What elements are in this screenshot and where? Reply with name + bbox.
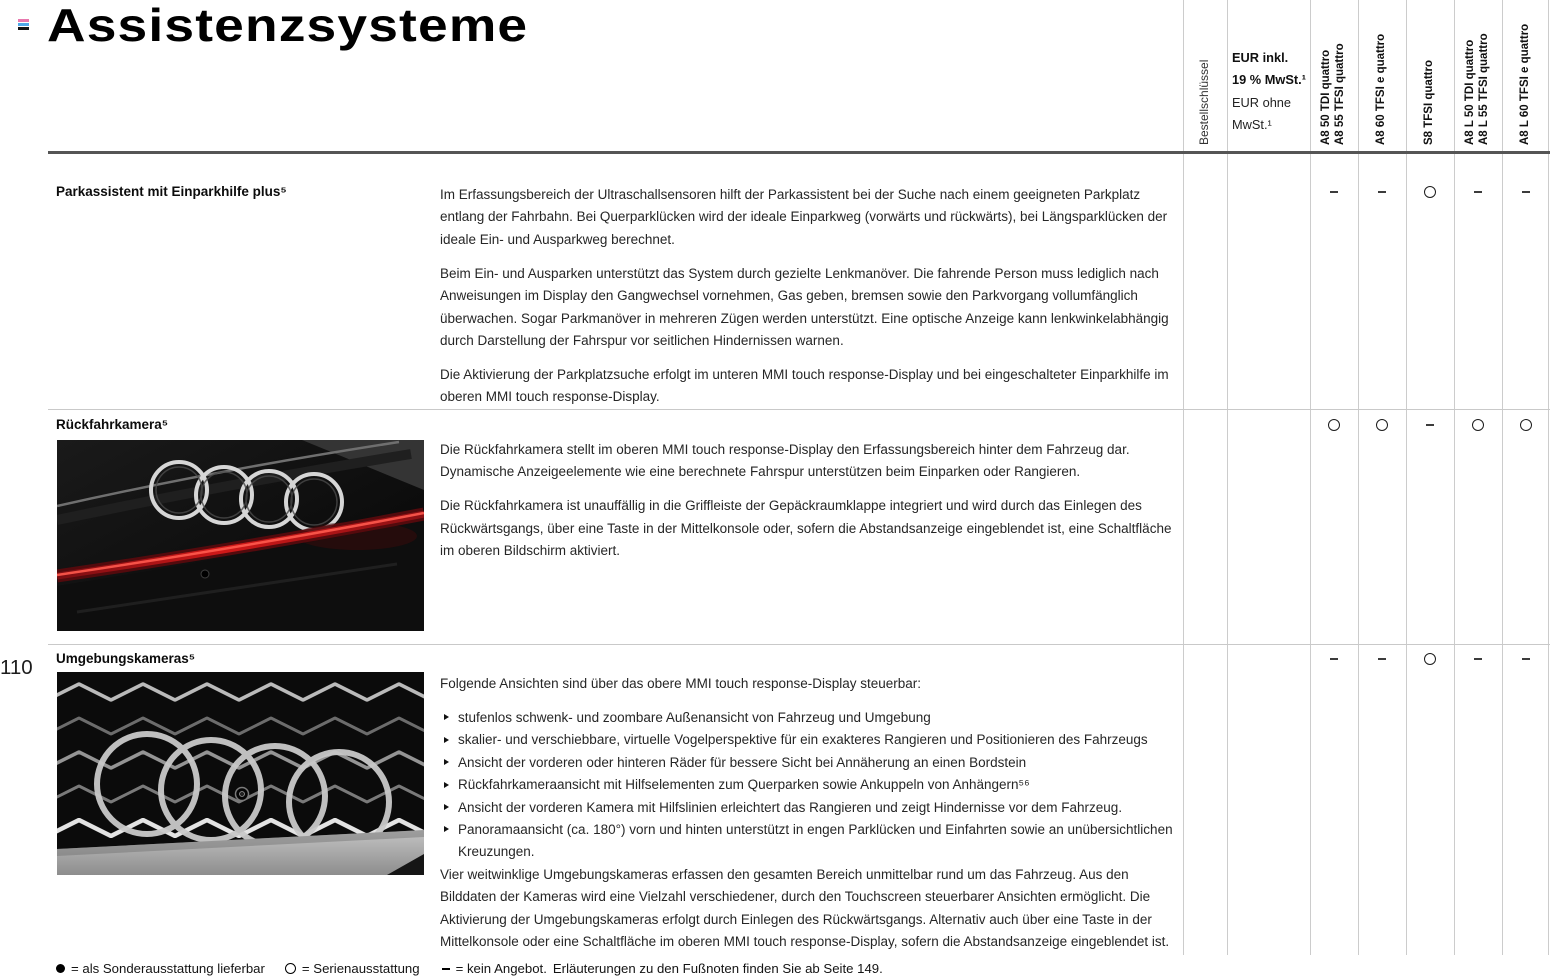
- list-item: Ansicht der vorderen oder hinteren Räder für bessere Sicht bei Annäherung an einen Bordstein: [440, 752, 1180, 774]
- availability-marker: [1358, 653, 1406, 665]
- column-divider: [1454, 0, 1455, 955]
- list-item: Rückfahrkameraansicht mit Hilfselementen zum Querparken sowie Ankuppeln von Anhängern⁵⁶: [440, 774, 1180, 796]
- availability-marker: [1310, 419, 1358, 431]
- column-header-model-s8: S8 TFSI quattro: [1423, 60, 1435, 145]
- column-header-model-a8-60: A8 60 TFSI e quattro: [1375, 33, 1387, 145]
- row-description-parkassistent: [440, 184, 1180, 409]
- filled-circle-icon: [56, 964, 65, 973]
- bullet-triangle-icon: [444, 737, 449, 743]
- column-header-price: EUR inkl. 19 % MwSt.¹ EUR ohne MwSt.¹: [1232, 50, 1306, 133]
- column-header-model-a8l-50-55: A8 L 50 TDI quattro A8 L 55 TFSI quattro: [1464, 33, 1490, 145]
- page-number: 110: [0, 656, 33, 679]
- header-rule: [48, 151, 1550, 154]
- availability-marker: [1406, 419, 1454, 431]
- list-item: skalier- und verschiebbare, virtuelle Vogelperspektive für ein exakteres Rangieren und Positionieren des Fahrzeugs: [440, 729, 1180, 751]
- dash-icon: [442, 968, 450, 970]
- list-item: Ansicht der vorderen Kamera mit Hilfslinien erleichtert das Rangieren und zeigt Hindernisse vor dem Fahrzeug.: [440, 797, 1180, 819]
- bullet-triangle-icon: [444, 759, 449, 765]
- availability-marker: [1406, 186, 1454, 198]
- availability-marker: [1454, 186, 1502, 198]
- legend: [56, 961, 883, 976]
- availability-marker: [1502, 186, 1550, 198]
- paragraph: Folgende Ansichten sind über das obere MMI touch response-Display steuerbar:: [440, 676, 922, 691]
- column-header-model-a8-50-55: A8 50 TDI quattro A8 55 TFSI quattro: [1320, 43, 1346, 145]
- availability-marker: [1358, 186, 1406, 198]
- bullet-triangle-icon: [444, 782, 449, 788]
- row-title-rueckfahrkamera: Rückfahrkamera⁵: [56, 417, 169, 432]
- rear-view-camera-photo: [57, 440, 424, 631]
- legend-option-label: = als Sonderausstattung lieferbar: [71, 961, 265, 976]
- column-divider: [1227, 0, 1228, 955]
- row-divider: [48, 409, 1550, 410]
- paragraph: Die Aktivierung der Parkplatzsuche erfolgt im unteren MMI touch response-Display und bei eingeschalteter Einparkhilfe im oberen MMI touch response-Display.: [440, 366, 1169, 405]
- availability-marker: [1406, 653, 1454, 665]
- legend-footnote-note: Erläuterungen zu den Fußnoten finden Sie ab Seite 149.: [552, 961, 883, 976]
- paragraph: Die Rückfahrkamera stellt im oberen MMI touch response-Display den Erfassungsbereich hinter dem Fahrzeug dar. Dynamische Anzeigeelemente wie eine berechnete Fahrspur unterstützen beim Einparken oder Rangieren.: [440, 442, 1130, 480]
- list-item: stufenlos schwenk- und zoombare Außenansicht von Fahrzeug und Umgebung: [440, 707, 1180, 729]
- row-description-umgebungskameras: [440, 673, 1180, 953]
- open-circle-icon: [285, 963, 296, 974]
- paragraph: Die Rückfahrkamera ist unauffällig in die Griffleiste der Gepäckraumklappe integriert und wird durch das Einlegen des Rückwärtsgangs, über eine Taste in der Mittelkonsole oder, sofern die Abstandsanzeige eingeblendet ist, eine Schaltfläche im oberen Bildschirm aktiviert.: [440, 498, 1172, 559]
- column-divider: [1548, 0, 1549, 955]
- availability-marker: [1310, 653, 1358, 665]
- bullet-triangle-icon: [444, 826, 449, 832]
- list-item: Panoramaansicht (ca. 180°) vorn und hinten unterstützt in engen Parklücken und Einfahrten sowie an unübersichtlichen Kreuzungen.: [440, 819, 1180, 864]
- availability-marker: [1358, 419, 1406, 431]
- row-divider: [48, 644, 1550, 645]
- column-divider: [1406, 0, 1407, 955]
- paragraph: Vier weitwinklige Umgebungskameras erfassen den gesamten Bereich unmittelbar rund um das Fahrzeug. Aus den Bilddaten der Kameras wird eine Vielzahl verschiedener, durch den Touchscreen steuerbarer Ansichten ermöglicht. Die Aktivierung der Umgebungskameras erfolgt durch Einlegen des Rückwärtsgangs. Alternativ auch über eine Taste in der Mittelkonsole oder eine Schaltfläche im oberen MMI touch response-Display, sofern die Abstandsanzeige eingeblendet ist.: [440, 866, 1170, 949]
- page-title: Assistenzsysteme: [47, 0, 529, 51]
- column-divider: [1183, 0, 1184, 955]
- paragraph: Beim Ein- und Ausparken unterstützt das System durch gezielte Lenkmanöver. Die fahrende Person muss lediglich nach Anweisungen im Display den Gangwechsel vornehmen, Gas geben, bremsen sowie den Parkvorgang vollumfänglich überwachen. Sogar Parkmanöver in mehreren Zügen werden unterstützt. Eine optische Anzeige kann lenkwinkelabhängig durch Darstellung der Fahrspur vor seitlichen Hindernissen warnen.: [440, 265, 1169, 348]
- availability-marker: [1310, 186, 1358, 198]
- legend-not-offered-label: = kein Angebot.: [455, 961, 547, 976]
- row-title-umgebungskameras: Umgebungskameras⁵: [56, 651, 196, 666]
- column-divider: [1502, 0, 1503, 955]
- print-registration-mark-icon: [18, 19, 29, 31]
- surround-cameras-photo: [57, 672, 424, 875]
- availability-marker: [1454, 419, 1502, 431]
- column-divider: [1358, 0, 1359, 955]
- column-divider: [1310, 0, 1311, 955]
- paragraph: Im Erfassungsbereich der Ultraschallsensoren hilft der Parkassistent bei der Suche nach einem geeigneten Parkplatz entlang der Fahrbahn. Bei Querparklücken wird der ideale Einparkweg (vorwärts und rückwärts), bei Längsparklücken der ideale Ein- und Ausparkweg berechnet.: [440, 187, 1168, 247]
- row-description-rueckfahrkamera: [440, 439, 1180, 563]
- bullet-triangle-icon: [444, 804, 449, 810]
- legend-standard-label: = Serienausstattung: [301, 961, 420, 976]
- row-title-parkassistent: Parkassistent mit Einparkhilfe plus⁵: [56, 184, 287, 199]
- column-header-order-code: Bestellschlüssel: [1197, 59, 1211, 145]
- bullet-triangle-icon: [444, 714, 449, 720]
- availability-marker: [1454, 653, 1502, 665]
- availability-marker: [1502, 653, 1550, 665]
- column-header-model-a8l-60: A8 L 60 TFSI e quattro: [1519, 23, 1531, 145]
- availability-marker: [1502, 419, 1550, 431]
